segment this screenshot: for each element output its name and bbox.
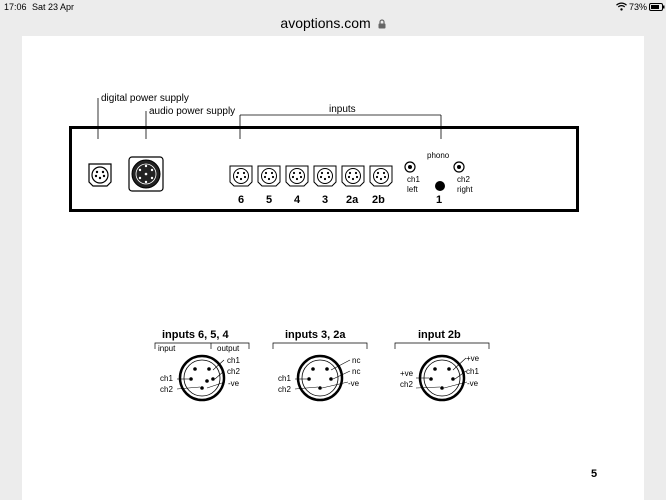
xlr-connector-2b bbox=[370, 166, 392, 186]
phono-number: 1 bbox=[436, 194, 443, 206]
inputs-label: inputs bbox=[329, 104, 356, 115]
input-number-5: 5 bbox=[266, 194, 273, 206]
diagram-2-pin-ve: -ve bbox=[348, 379, 360, 388]
diagram-2-pin-nc-top: nc bbox=[352, 356, 361, 365]
audio-power-label: audio power supply bbox=[149, 106, 236, 117]
input-number-2b: 2b bbox=[372, 194, 385, 206]
xlr-connector-6 bbox=[230, 166, 252, 186]
xlr-connector-4 bbox=[286, 166, 308, 186]
diagram-1-pin-ch1-in: ch1 bbox=[160, 374, 173, 383]
diagram-1-output-label: output bbox=[217, 344, 240, 353]
diagram-1-input-label: input bbox=[158, 344, 176, 353]
right-label: right bbox=[457, 185, 473, 194]
wifi-icon bbox=[616, 2, 627, 13]
diagram-2-connector bbox=[270, 336, 370, 406]
diagram-2-pin-ch2: ch2 bbox=[278, 385, 291, 394]
phono-label: phono bbox=[427, 151, 450, 160]
url-label: avoptions.com bbox=[280, 15, 371, 31]
diagram-1-pin-ch2-in: ch2 bbox=[160, 385, 173, 394]
diagram-3-pin-ve: -ve bbox=[467, 379, 479, 388]
audio-power-connector bbox=[126, 154, 166, 194]
status-time: 17:06 bbox=[4, 2, 27, 12]
input-number-4: 4 bbox=[294, 194, 301, 206]
diagram-3-pin-ch1: ch1 bbox=[466, 367, 479, 376]
page-number: 5 bbox=[591, 468, 598, 480]
address-bar[interactable] bbox=[0, 14, 666, 36]
xlr-connector-2a bbox=[342, 166, 364, 186]
input-connectors-row bbox=[228, 162, 398, 192]
diagram-1-pin-ve: -ve bbox=[228, 379, 240, 388]
battery-icon bbox=[649, 3, 665, 13]
diagram-3-pin-ch2: ch2 bbox=[400, 380, 413, 389]
diagram-3-pin-pve-left: +ve bbox=[400, 369, 414, 378]
lock-icon bbox=[378, 15, 386, 33]
ch1-label: ch1 bbox=[407, 175, 420, 184]
diagram-2-pin-ch1: ch1 bbox=[278, 374, 291, 383]
diagram-1-pin-ch2-out: ch2 bbox=[227, 367, 240, 376]
diagram-1-title: inputs 6, 5, 4 bbox=[162, 329, 229, 341]
diagram-1-pin-ch1-out: ch1 bbox=[227, 356, 240, 365]
document-page bbox=[22, 36, 644, 500]
xlr-connector-3 bbox=[314, 166, 336, 186]
battery-percent: 73% bbox=[629, 2, 648, 12]
input-number-6: 6 bbox=[238, 194, 245, 206]
ch2-label: ch2 bbox=[457, 175, 470, 184]
url-text[interactable] bbox=[0, 14, 666, 33]
diagram-3-title: input 2b bbox=[418, 329, 461, 341]
phono-ground-post bbox=[435, 181, 445, 191]
diagram-3-pin-pve-right: +ve bbox=[466, 354, 480, 363]
digital-power-connector bbox=[85, 160, 115, 190]
diagram-2-title: inputs 3, 2a bbox=[285, 329, 346, 341]
xlr-connector-5 bbox=[258, 166, 280, 186]
status-date: Sat 23 Apr bbox=[32, 2, 75, 12]
diagram-1-connector bbox=[152, 336, 252, 406]
status-bar bbox=[0, 0, 666, 14]
input-number-2a: 2a bbox=[346, 194, 359, 206]
left-label: left bbox=[407, 185, 418, 194]
input-number-3: 3 bbox=[322, 194, 329, 206]
diagram-3-connector bbox=[392, 336, 492, 406]
diagram-2-pin-nc-mid: nc bbox=[352, 367, 361, 376]
digital-power-label: digital power supply bbox=[101, 93, 189, 104]
